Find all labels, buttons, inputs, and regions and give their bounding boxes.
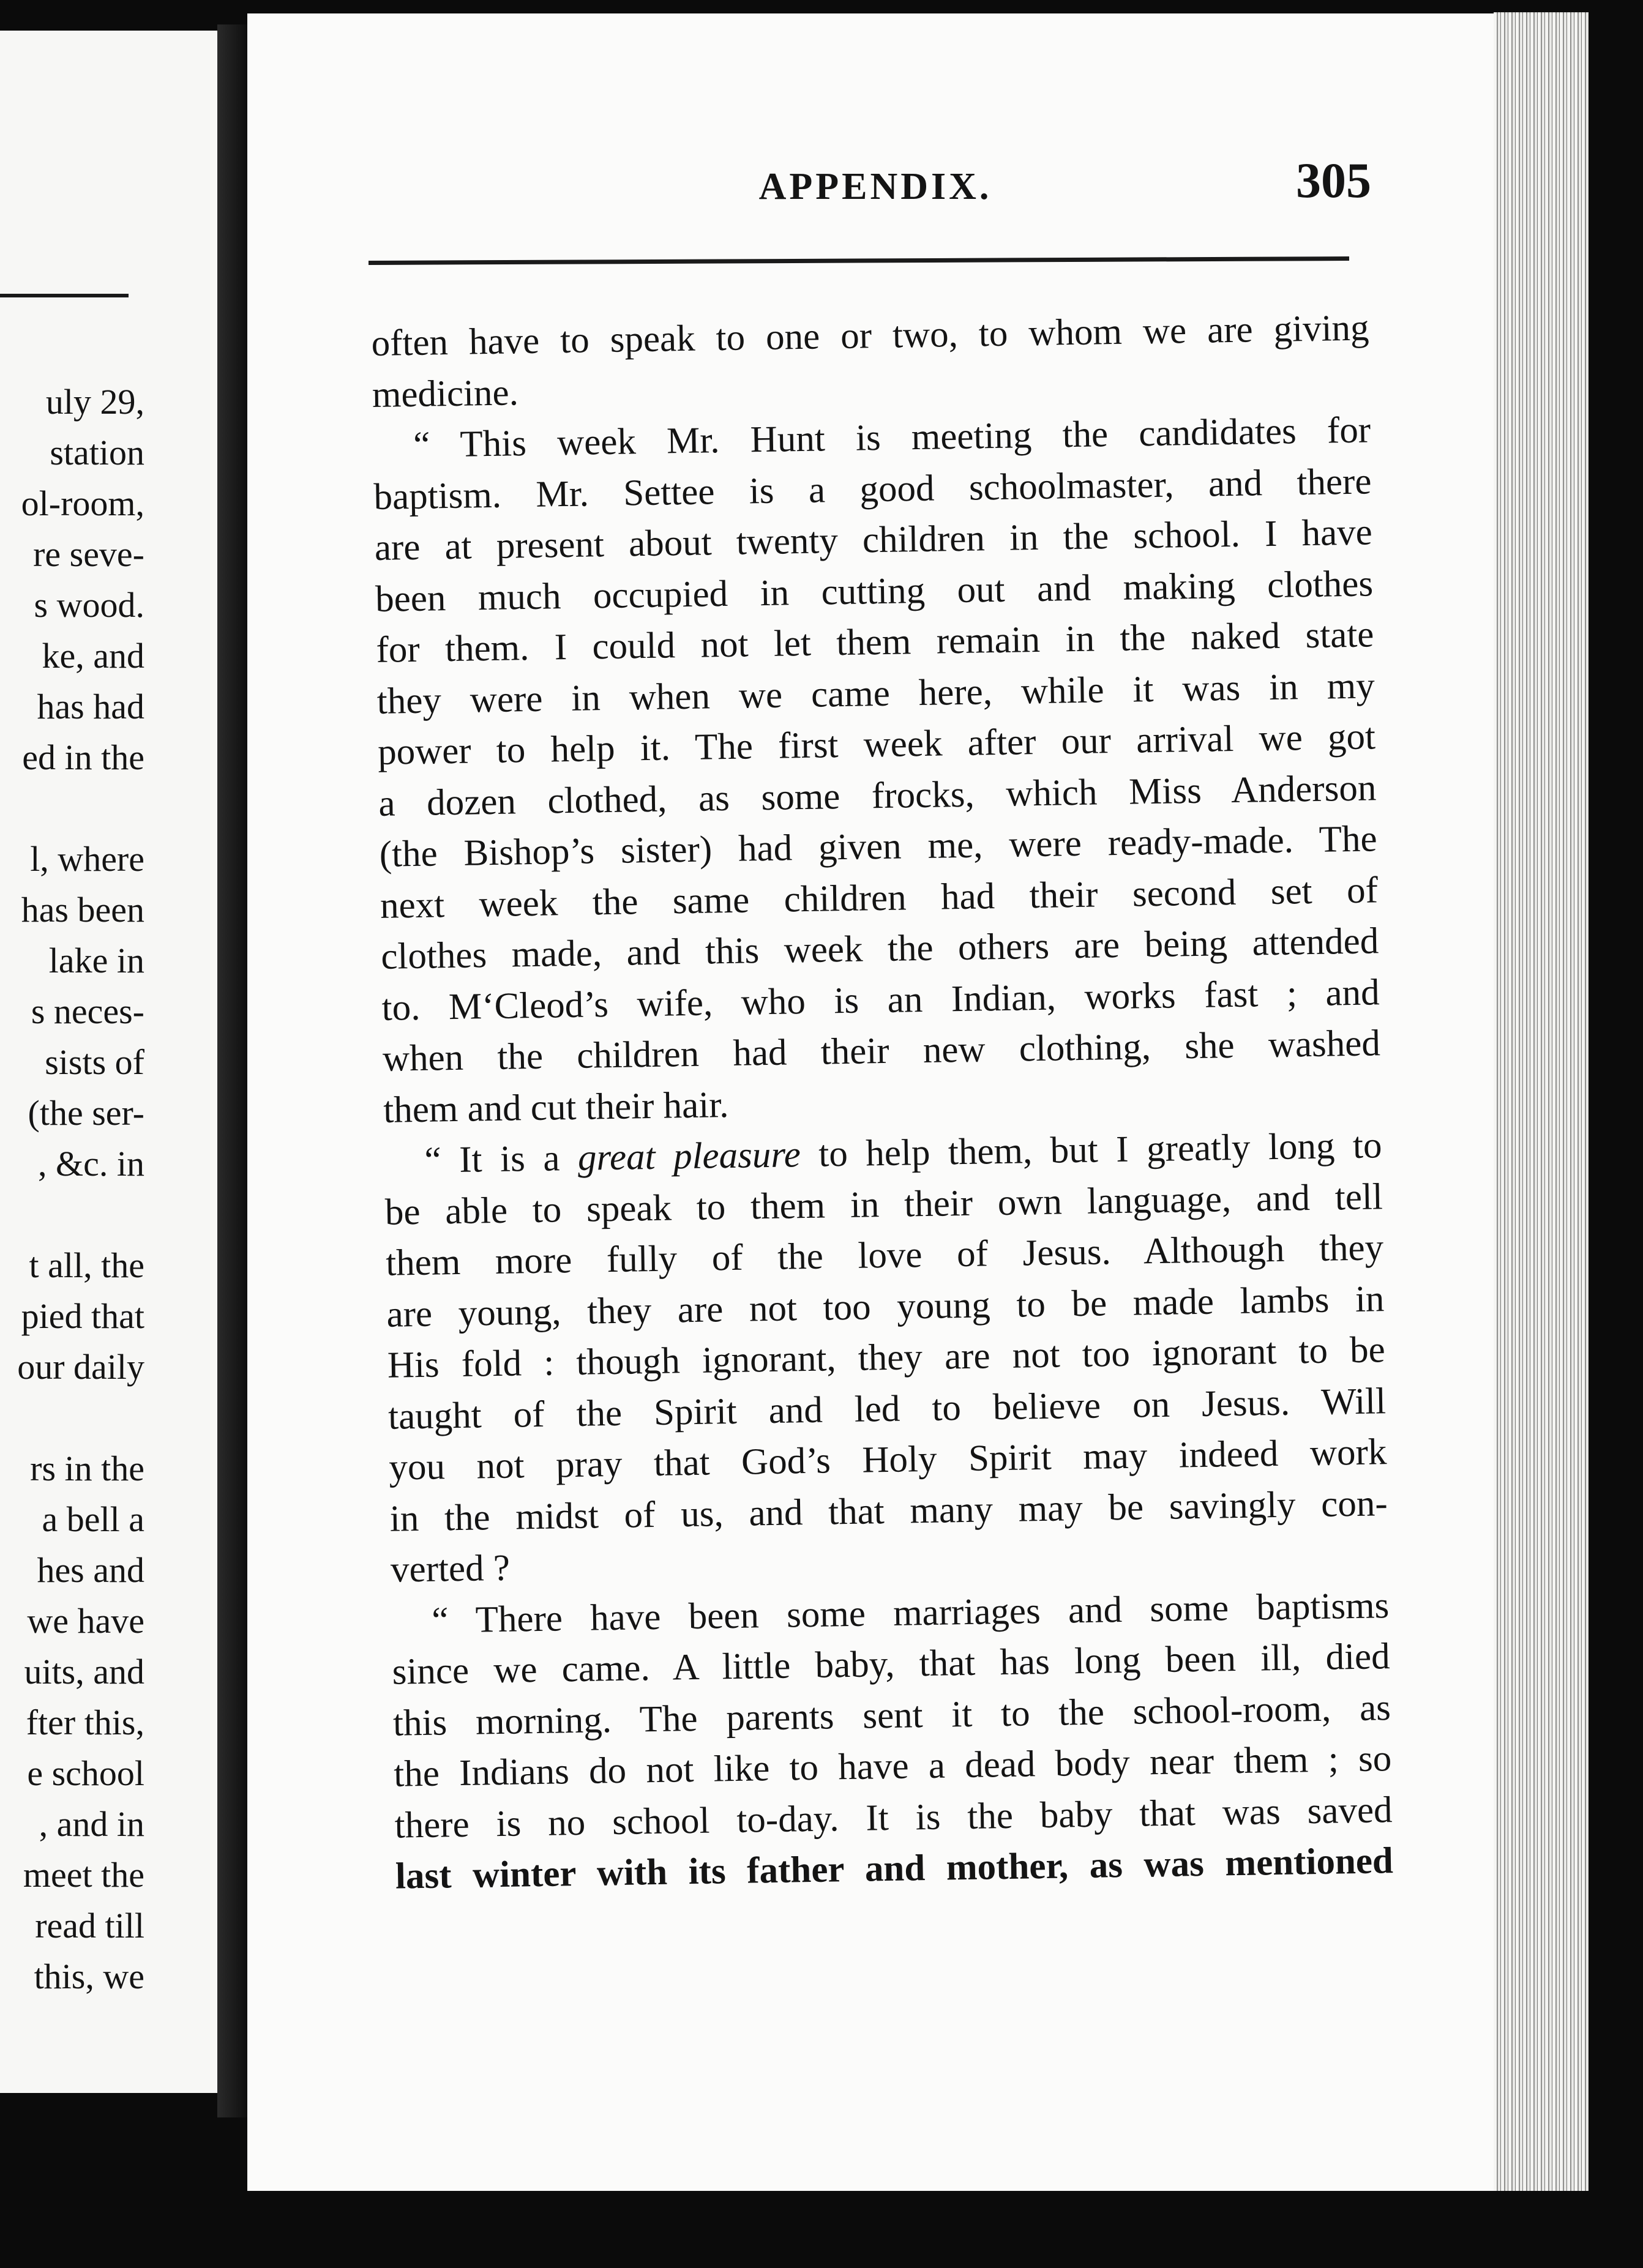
text-line: last winter with its father and mother, as was mentioned: [395, 1840, 1394, 1897]
text-line: them more fully of the love of Jesus. Although they: [385, 1227, 1384, 1284]
text-line: been much occupied in cutting out and making clothes: [375, 562, 1374, 620]
text-line: (the Bishop’s sister) had given me, were ready-made. The: [379, 818, 1378, 875]
text-line: you not pray that God’s Holy Spirit may indeed work: [388, 1431, 1387, 1488]
left-page-line: ke, and: [42, 636, 144, 676]
left-page-line: sists of: [45, 1042, 144, 1082]
text-line: them and cut their hair.: [383, 1084, 729, 1131]
left-page-line: pied that: [21, 1296, 144, 1336]
left-page-head-rule: [0, 294, 129, 297]
left-page-line: [0, 1189, 144, 1240]
text-line: are young, they are not too young to be made lambs in: [386, 1278, 1385, 1335]
left-page-line: meet the: [23, 1855, 144, 1895]
text-line: “ There have been some marriages and some baptisms: [431, 1584, 1390, 1641]
text-line: be able to speak to them in their own language, and tell: [384, 1176, 1383, 1233]
left-page-line: (the ser-: [28, 1093, 144, 1133]
left-page-line: t all, the: [29, 1245, 144, 1285]
text-line: they were in when we came here, while it was in my: [376, 665, 1375, 722]
left-page-line: uits, and: [24, 1652, 144, 1692]
text-line: there is no school to-day. It is the baby that was saved: [394, 1789, 1393, 1846]
left-page-line: s wood.: [34, 585, 144, 625]
text-line: since we came. A little baby, that has long been ill, died: [392, 1636, 1391, 1693]
left-page-line: , and in: [39, 1804, 144, 1844]
left-page-line: l, where: [30, 839, 144, 879]
text-line: clothes made, and this week the others are being attended: [380, 920, 1379, 977]
left-page-line: , &c. in: [38, 1144, 144, 1184]
text-line: this morning. The parents sent it to the school-room, as: [392, 1687, 1391, 1744]
text-line: a dozen clothed, as some frocks, which Miss Anderson: [378, 767, 1377, 824]
text-line: taught of the Spirit and led to believe on Jesus. Will: [387, 1380, 1387, 1438]
left-page-line: read till: [35, 1906, 144, 1945]
left-page-line: station: [50, 433, 144, 472]
text-line: power to help it. The first week after our arrival we got: [377, 716, 1376, 773]
text-line: in the midst of us, and that many may be savingly con-: [389, 1482, 1388, 1540]
text-line: next week the same children had their second set of: [380, 869, 1379, 927]
left-page-line: lake in: [48, 941, 144, 980]
left-page-line: e school: [27, 1753, 144, 1793]
left-page-line: our daily: [17, 1347, 144, 1387]
scan-border-right: [1589, 12, 1643, 2191]
text-line: for them. I could not let them remain in the naked state: [375, 614, 1374, 671]
text-line: His fold : though ignorant, they are not too ignorant to be: [387, 1329, 1386, 1386]
left-page-line: we have: [27, 1601, 144, 1641]
left-page-line: uly 29,: [45, 382, 144, 422]
text-line: to. M‘Cleod’s wife, who is an Indian, works fast ; and: [381, 971, 1380, 1029]
italic-phrase: great pleasure: [577, 1134, 801, 1179]
left-page-line: [0, 783, 144, 834]
left-page-line: this, we: [34, 1957, 144, 1996]
left-page-text: [0, 376, 144, 2002]
left-page-line: ol-room,: [21, 483, 144, 523]
page-edges: [1494, 12, 1589, 2191]
text-line: “ It is a great pleasure to help them, but I greatly long to: [424, 1125, 1382, 1181]
text-line: “ This week Mr. Hunt is meeting the candidates for: [413, 409, 1371, 466]
left-page-line: a bell a: [42, 1499, 144, 1539]
text-line: the Indians do not like to have a dead body near them ; so: [393, 1738, 1392, 1795]
text-line: when the children had their new clothing, she washed: [382, 1023, 1381, 1080]
text-line: often have to speak to one or two, to whom we are giving: [371, 307, 1369, 364]
page-number: 305: [1296, 152, 1371, 208]
left-page-line: [0, 1392, 144, 1443]
left-page-line: ed in the: [22, 737, 144, 777]
left-page-line: fter this,: [26, 1703, 144, 1742]
left-page-line: hes and: [37, 1550, 144, 1590]
body-text: [371, 302, 1393, 1902]
left-page-line: s neces-: [31, 991, 144, 1031]
left-page-line: has had: [37, 687, 144, 726]
left-page-line: has been: [21, 890, 144, 930]
left-page-line: re seve-: [33, 534, 144, 574]
running-head: APPENDIX.: [758, 166, 992, 207]
text-line: baptism. Mr. Settee is a good schoolmaster, and there: [373, 460, 1372, 518]
text-line: medicine.: [372, 371, 519, 416]
text-line: are at present about twenty children in the school. I have: [374, 512, 1373, 569]
text-line: verted ?: [390, 1547, 511, 1591]
left-page-line: rs in the: [30, 1449, 144, 1488]
